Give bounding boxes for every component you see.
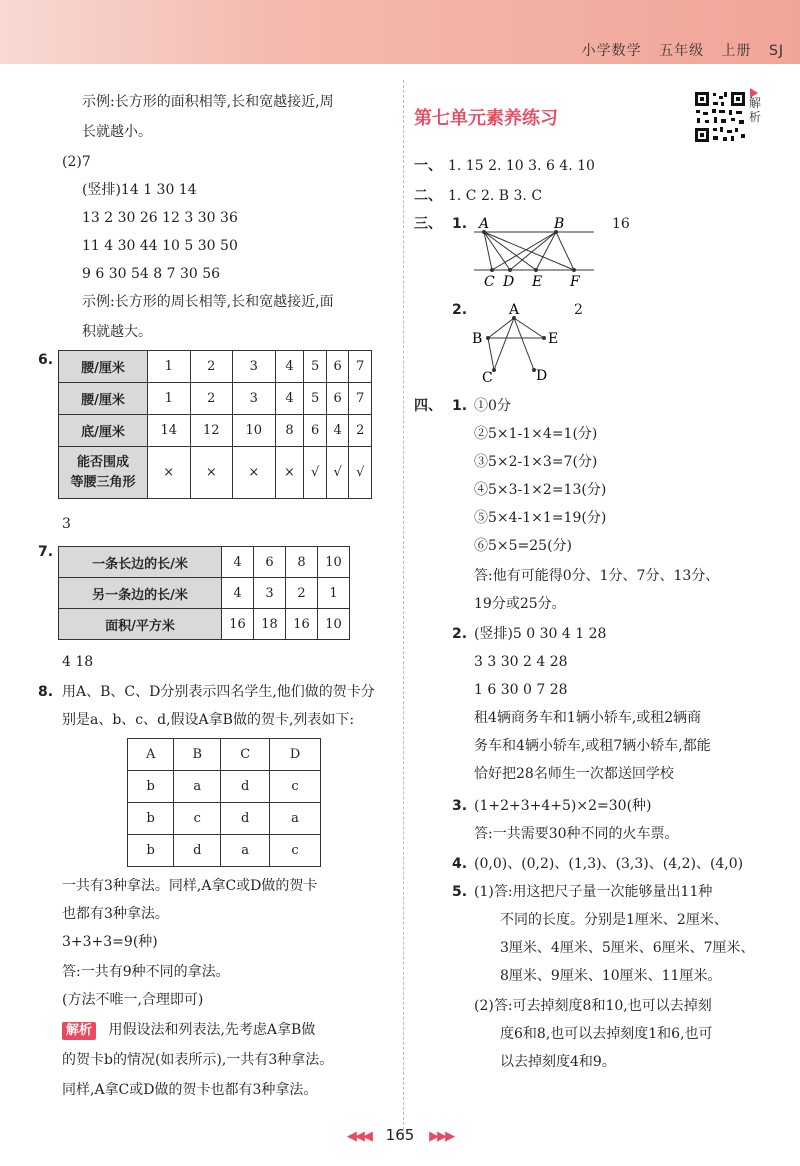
table-header-cell: 腰/厘米 (59, 351, 148, 383)
header-line: 能否围成 (76, 454, 129, 470)
table-row (128, 739, 321, 771)
point-label-c: C (484, 274, 495, 288)
table-cell: √ (349, 447, 372, 499)
question-7-number: 7. (38, 544, 54, 560)
table-header-cell: B (174, 739, 221, 771)
table-row (59, 547, 350, 578)
point-label-b: B (472, 331, 483, 347)
left-line-8: 示例:长方形的周长相等,长和宽越接近,面 (82, 294, 334, 310)
table-cell: 5 (304, 383, 327, 415)
part-1-answers: 1. 15 2. 10 3. 6 4. 10 (448, 158, 595, 174)
table-cell: 4 (326, 415, 349, 447)
part-4-q1-line-8: 19分或25分。 (474, 596, 566, 612)
answer-7: 4 18 (62, 654, 94, 670)
header-grade: 五年级 (659, 43, 705, 59)
header-line: 等腰三角形 (70, 474, 136, 490)
table-header-cell: A (128, 739, 174, 771)
part-4-q1-number: 1. (452, 398, 468, 414)
q8-line-2: 别是a、b、c、d,假设A拿B做的贺卡,列表如下: (62, 712, 355, 728)
table-cell: 3 (233, 383, 276, 415)
header-edition: SJ (768, 43, 784, 59)
table-header-cell: C (221, 739, 270, 771)
header-subject: 小学数学 (581, 43, 642, 59)
table-header-cell (59, 447, 148, 499)
table-cell: a (270, 803, 321, 835)
table-cell: 14 (148, 415, 191, 447)
analysis-line-2: 的贺卡b的情况(如表所示),一共有3种拿法。 (62, 1052, 334, 1068)
table-cell: 10 (318, 547, 350, 578)
table-cell: 3 (233, 351, 276, 383)
table-row (128, 835, 321, 867)
table-cell: × (148, 447, 191, 499)
table-cell: 7 (349, 383, 372, 415)
table-q7 (58, 546, 350, 640)
table-row (59, 578, 350, 609)
points-figure (468, 300, 560, 384)
point-label-a: A (479, 216, 490, 232)
table-cell: 6 (326, 351, 349, 383)
left-line-7: 9 6 30 54 8 7 30 56 (82, 266, 221, 282)
table-cell: 16 (286, 609, 318, 640)
part-3-answer-1: 16 (612, 216, 630, 232)
table-cell: 4 (222, 578, 254, 609)
part-4-q5-line-7: 以去掉刻度4和9。 (500, 1054, 616, 1070)
left-line-1: 示例:长方形的面积相等,长和宽越接近,周 (82, 94, 334, 110)
table-cell: 16 (222, 609, 254, 640)
qr-code-icon[interactable] (693, 90, 747, 144)
table-cell: 6 (326, 383, 349, 415)
section-title: 第七单元素养练习 (414, 108, 558, 129)
table-header-cell: D (270, 739, 321, 771)
q8-line-5: 3+3+3=9(种) (62, 934, 158, 950)
left-line-9: 积就越大。 (82, 324, 152, 340)
table-cell: 1 (318, 578, 350, 609)
table-cell: √ (326, 447, 349, 499)
part-4-q4-number: 4. (452, 856, 468, 872)
table-cell: a (174, 771, 221, 803)
table-cell: 3 (254, 578, 286, 609)
part-4-q5-line-3: 3厘米、4厘米、5厘米、6厘米、7厘米、 (500, 940, 755, 956)
table-q8 (127, 738, 321, 867)
line-segments-figure (470, 212, 600, 288)
table-cell: d (174, 835, 221, 867)
left-line-4: (竖排)14 1 30 14 (82, 182, 197, 198)
table-cell: 6 (304, 415, 327, 447)
left-line-3: (2)7 (62, 154, 91, 170)
table-row (59, 447, 372, 499)
left-line-5: 13 2 30 26 12 3 30 36 (82, 210, 238, 226)
part-4-q5-line-1: (1)答:用这把尺子量一次能够量出11种 (474, 884, 713, 900)
table-row (128, 803, 321, 835)
table-cell: 4 (275, 351, 304, 383)
part-4-q2-line-5: 务车和4辆小轿车,或租7辆小轿车,都能 (474, 738, 711, 754)
point-label-c: C (482, 370, 493, 384)
part-3-label: 三、 (414, 216, 442, 232)
part-4-q2-number: 2. (452, 626, 468, 642)
part-4-q5-line-4: 8厘米、9厘米、10厘米、11厘米。 (500, 968, 722, 984)
table-cell: 2 (190, 383, 233, 415)
table-cell: c (174, 803, 221, 835)
part-4-q1-line-2: ②5×1-1×4=1(分) (474, 426, 598, 442)
table-cell: c (270, 835, 321, 867)
table-cell: × (233, 447, 276, 499)
table-cell: 2 (286, 578, 318, 609)
page-footer (0, 1126, 800, 1144)
question-6-number: 6. (38, 352, 54, 368)
part-4-label: 四、 (414, 398, 442, 414)
part-2-label: 二、 (414, 188, 442, 204)
part-3-q2-number: 2. (452, 302, 468, 318)
table-cell: 5 (304, 351, 327, 383)
analysis-text: 用假设法和列表法,先考虑A拿B做 (108, 1022, 316, 1038)
table-cell: √ (304, 447, 327, 499)
header-volume: 上册 (721, 43, 752, 59)
table-header-cell: 面积/平方米 (59, 609, 222, 640)
part-4-q5-line-5: (2)答:可去掉刻度8和10,也可以去掉刻 (474, 998, 712, 1014)
right-arrows-icon: ▶▶▶ (429, 1129, 454, 1144)
part-4-q2-line-6: 恰好把28名师生一次都送回学校 (474, 766, 674, 782)
q8-line-7: (方法不唯一,合理即可) (62, 992, 204, 1008)
table-header-cell: 腰/厘米 (59, 383, 148, 415)
table-cell: 1 (148, 351, 191, 383)
table-cell: b (128, 835, 174, 867)
q8-line-6: 答:一共有9种不同的拿法。 (62, 964, 230, 980)
table-row (59, 609, 350, 640)
part-4-q1-line-5: ⑤5×4-1×1=19(分) (474, 510, 607, 526)
point-label-a: A (509, 302, 520, 318)
part-4-q3-line-2: 答:一共需要30种不同的火车票。 (474, 826, 679, 842)
part-4-q1-line-3: ③5×2-1×3=7(分) (474, 454, 598, 470)
point-label-b: B (554, 216, 565, 232)
table-cell: 1 (148, 383, 191, 415)
part-4-q5-line-6: 度6和8,也可以去掉刻度1和6,也可 (500, 1026, 713, 1042)
question-8-number: 8. (38, 684, 54, 700)
part-4-q2-line-3: 1 6 30 0 7 28 (474, 682, 568, 698)
table-cell: a (221, 835, 270, 867)
table-cell: 10 (233, 415, 276, 447)
table-cell: 7 (349, 351, 372, 383)
table-cell: 2 (349, 415, 372, 447)
part-1-label: 一、 (414, 158, 442, 174)
q8-line-1: 用A、B、C、D分别表示四名学生,他们做的贺卡分 (62, 684, 375, 700)
point-label-d: D (503, 274, 515, 288)
part-4-q3-line-1: (1+2+3+4+5)×2=30(种) (474, 798, 652, 814)
table-cell: 4 (222, 547, 254, 578)
table-header-cell: 一条长边的长/米 (59, 547, 222, 578)
q8-line-4: 也都有3种拿法。 (62, 906, 169, 922)
table-cell: × (190, 447, 233, 499)
left-line-2: 长就越小。 (82, 124, 152, 140)
answer-6: 3 (62, 516, 71, 532)
table-cell: 12 (190, 415, 233, 447)
table-row (59, 415, 372, 447)
left-line-6: 11 4 30 44 10 5 30 50 (82, 238, 238, 254)
point-label-e: E (548, 331, 559, 347)
table-cell: 8 (275, 415, 304, 447)
table-cell: b (128, 771, 174, 803)
part-4-q4-line-1: (0,0)、(0,2)、(1,3)、(3,3)、(4,2)、(4,0) (474, 856, 744, 872)
table-cell: 2 (190, 351, 233, 383)
table-cell: b (128, 803, 174, 835)
part-4-q2-line-4: 租4辆商务车和1辆小轿车,或租2辆商 (474, 710, 702, 726)
part-2-answers: 1. C 2. B 3. C (448, 188, 543, 204)
point-label-e: E (532, 274, 543, 288)
left-arrows-icon: ◀◀◀ (346, 1129, 371, 1144)
part-4-q2-line-1: (竖排)5 0 30 4 1 28 (474, 626, 607, 642)
table-cell: 18 (254, 609, 286, 640)
table-cell: c (270, 771, 321, 803)
part-4-q1-line-7: 答:他有可能得0分、1分、7分、13分、 (474, 568, 720, 584)
analysis-line-3: 同样,A拿C或D做的贺卡也都有3种拿法。 (62, 1082, 318, 1098)
q8-line-3: 一共有3种拿法。同样,A拿C或D做的贺卡 (62, 878, 318, 894)
part-3-q1-number: 1. (452, 216, 468, 232)
part-4-q1-line-1: ①0分 (474, 398, 511, 414)
part-4-q2-line-2: 3 3 30 2 4 28 (474, 654, 568, 670)
table-q6 (58, 350, 372, 499)
table-cell: 10 (318, 609, 350, 640)
table-cell: 8 (286, 547, 318, 578)
page-number: 165 (385, 1126, 415, 1144)
column-divider (403, 80, 404, 1140)
point-label-f: F (570, 274, 580, 288)
part-4-q5-line-2: 不同的长度。分别是1厘米、2厘米、 (500, 912, 728, 928)
table-cell: 6 (254, 547, 286, 578)
point-label-d: D (536, 368, 548, 384)
part-4-q3-number: 3. (452, 798, 468, 814)
part-4-q1-line-4: ④5×3-1×2=13(分) (474, 482, 607, 498)
table-cell: 4 (275, 383, 304, 415)
part-4-q5-number: 5. (452, 884, 468, 900)
table-cell: d (221, 771, 270, 803)
analysis-badge: 解析 (62, 1022, 96, 1040)
qr-label: 解析 (749, 96, 762, 124)
part-3-answer-2: 2 (574, 302, 583, 318)
analysis-line-1 (62, 1020, 315, 1040)
table-row (128, 771, 321, 803)
table-cell: d (221, 803, 270, 835)
table-row (59, 383, 372, 415)
table-header-cell: 底/厘米 (59, 415, 148, 447)
part-4-q1-line-6: ⑥5×5=25(分) (474, 538, 573, 554)
header-info (570, 40, 784, 60)
table-cell: × (275, 447, 304, 499)
header-band (0, 0, 800, 64)
table-row (59, 351, 372, 383)
table-header-cell: 另一条边的长/米 (59, 578, 222, 609)
